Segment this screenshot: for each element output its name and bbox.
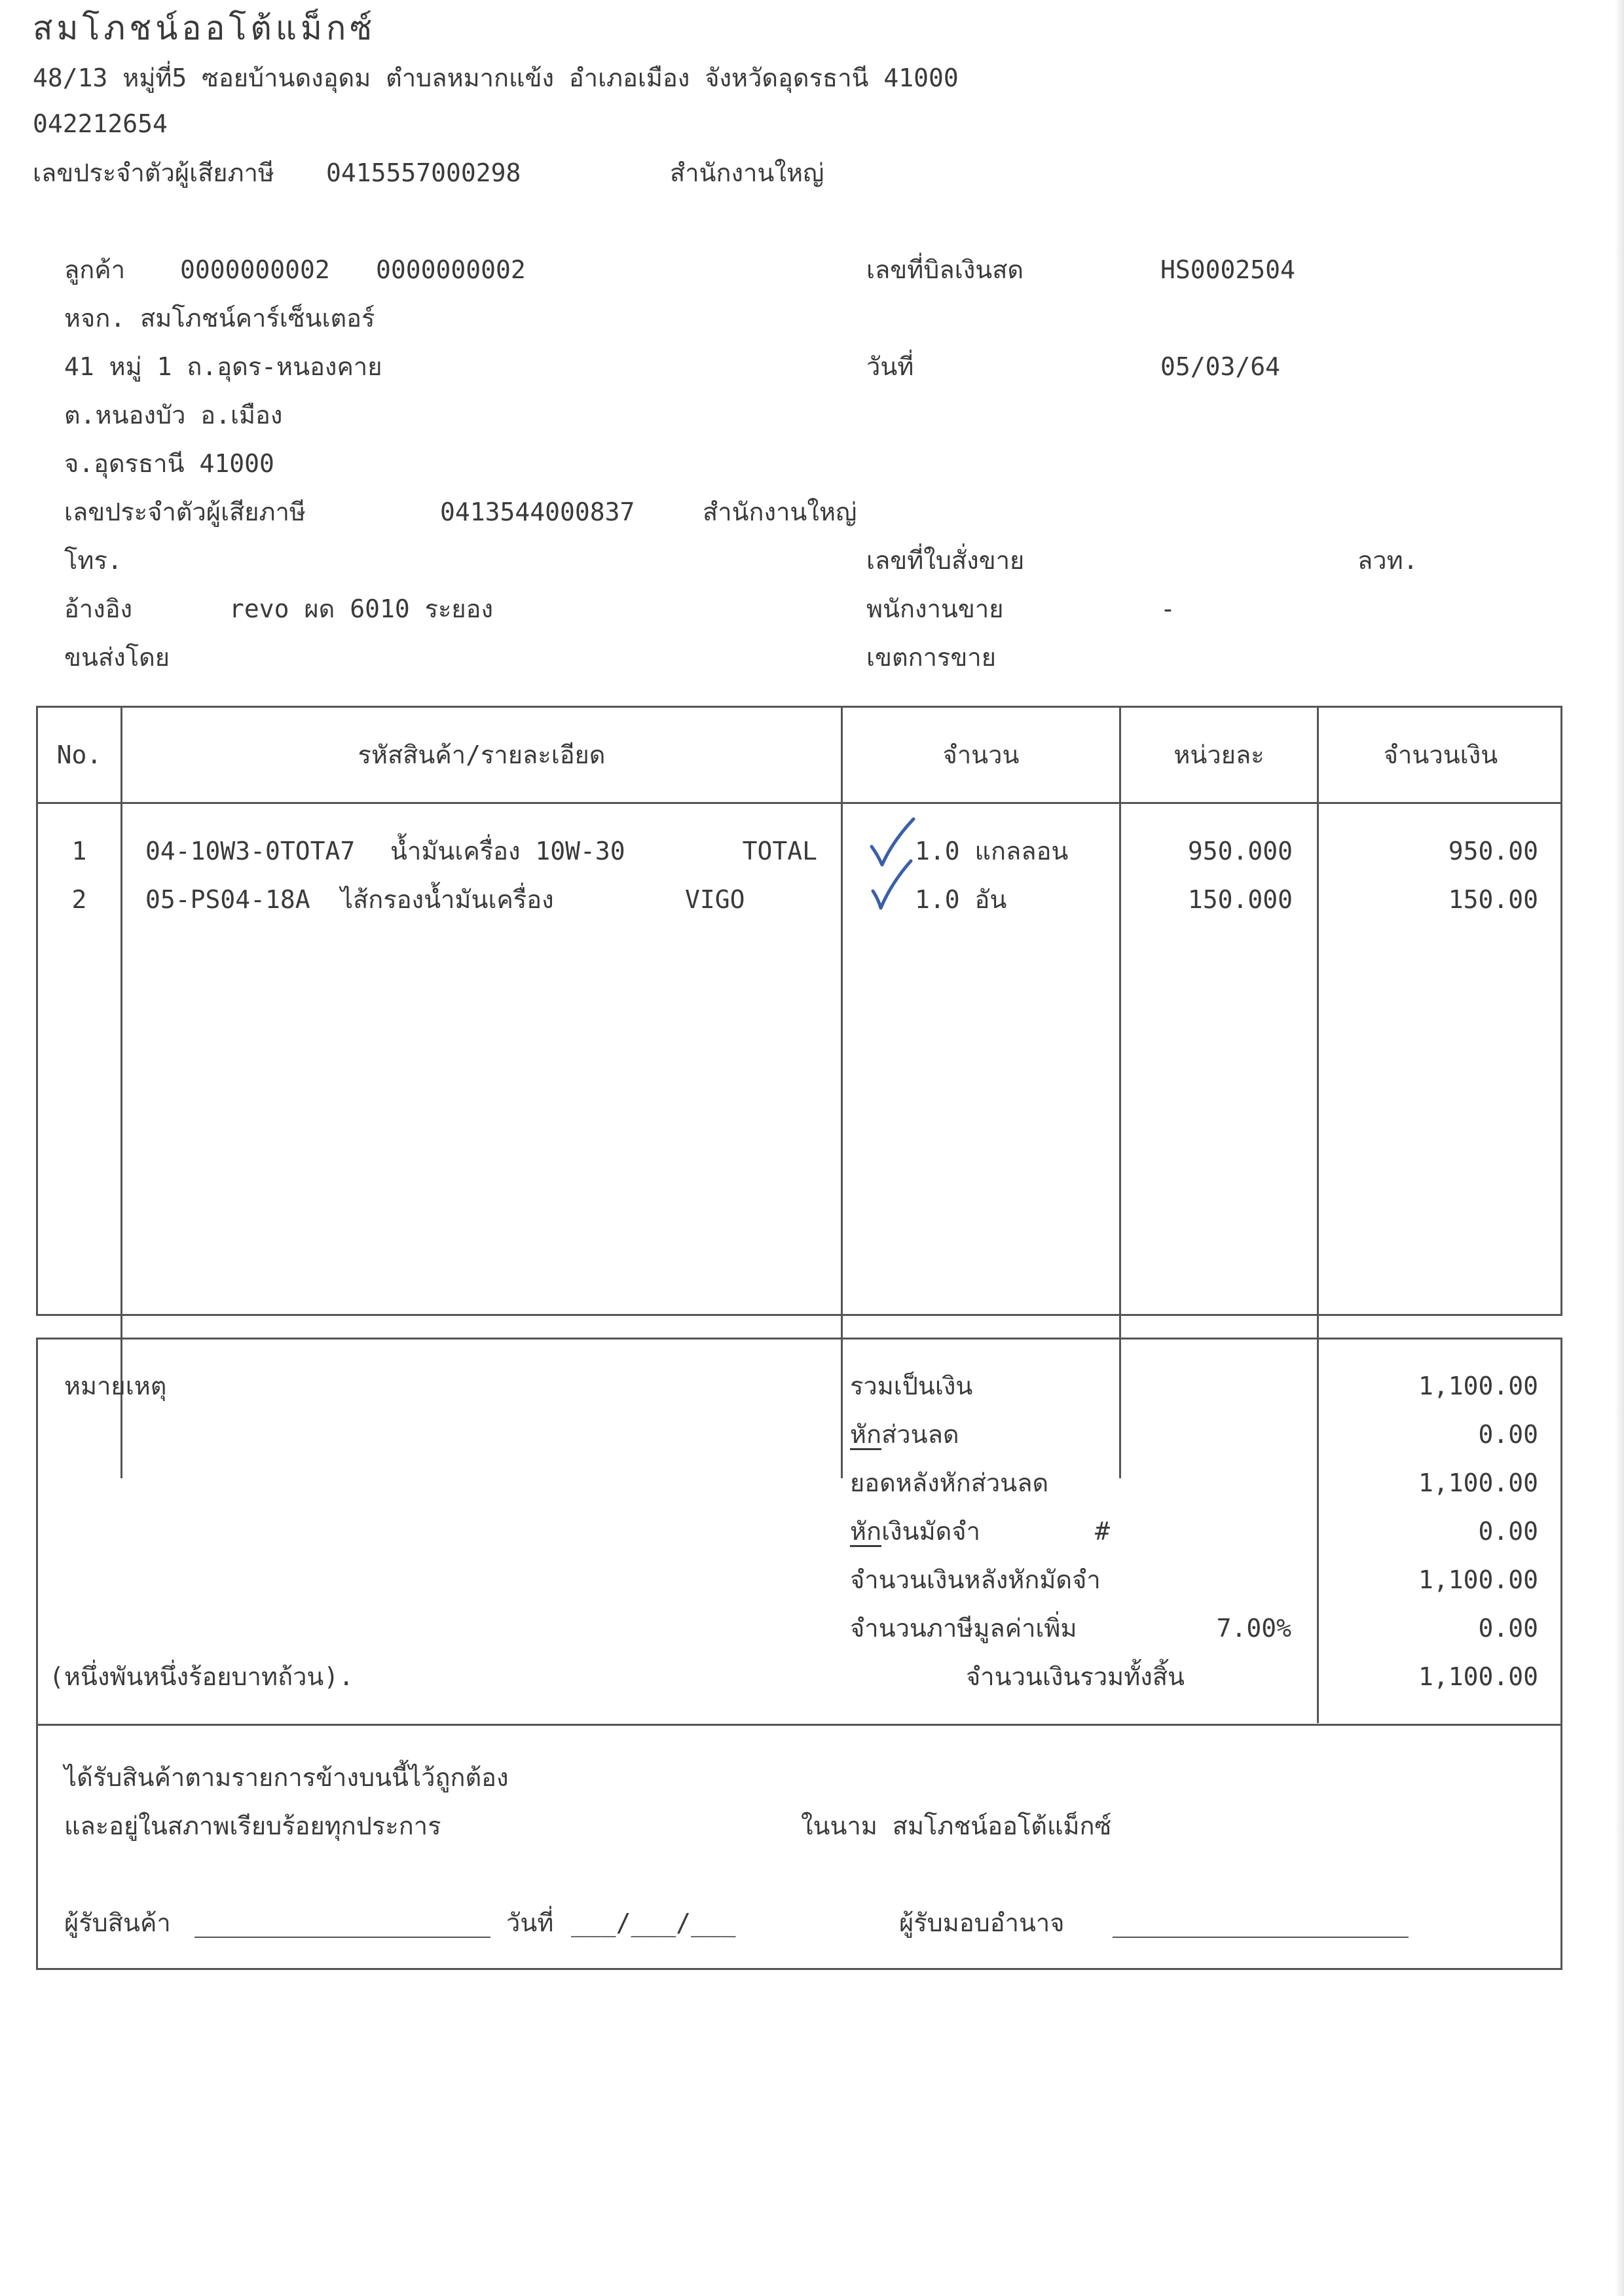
receiver-label: ผู้รับสินค้า <box>64 1908 171 1937</box>
customer-branch: สำนักงานใหญ่ <box>703 498 857 526</box>
after-discount-value: 1,100.00 <box>1418 1468 1538 1497</box>
after-deposit-value: 1,100.00 <box>1418 1565 1538 1594</box>
discount-label <box>850 1422 959 1447</box>
row-quantity: 1.0 แกลลอน <box>915 837 1069 866</box>
bill-date: 05/03/64 <box>1160 352 1281 381</box>
row-brand: TOTAL <box>742 837 817 866</box>
vat-rate: 7.00% <box>1216 1614 1291 1643</box>
sales-order-label: เลขที่ใบสั่งขาย <box>866 546 1025 575</box>
after-deposit-label: จำนวนเงินหลังหักมัดจำ <box>850 1565 1101 1594</box>
company-phone: 042212654 <box>33 109 168 138</box>
customer-address-3: จ.อุดรธานี 41000 <box>64 449 274 478</box>
row-unit-price: 150.000 <box>1187 885 1293 914</box>
row-no: 2 <box>71 885 87 914</box>
summary-top-divider <box>36 1338 1562 1339</box>
customer-phone-label: โทร. <box>64 546 122 575</box>
remarks-label: หมายเหตุ <box>64 1372 167 1400</box>
company-name: สมโภชน์ออโต้แม็กซ์ <box>33 9 377 47</box>
after-discount-label: ยอดหลังหักส่วนลด <box>850 1468 1049 1497</box>
salesperson-label: พนักงานขาย <box>866 594 1004 623</box>
customer-tax-id: 0413544000837 <box>440 498 635 526</box>
sales-region-label: เขตการขาย <box>866 643 996 672</box>
company-address: 48/13 หมู่ที่5 ซอยบ้านดงอุดม ตำบลหมากแข้ง อำเภอเมือง จังหวัดอุดรธานี 41000 <box>33 64 959 92</box>
check-mark-icon <box>868 854 920 913</box>
deposit-value: 0.00 <box>1478 1517 1538 1546</box>
signature-section <box>36 1724 1562 1970</box>
row-unit-price: 950.000 <box>1187 837 1293 866</box>
grand-total-value: 1,100.00 <box>1418 1662 1538 1691</box>
shipping-label: ขนส่งโดย <box>64 643 170 672</box>
vat-label: จำนวนภาษีมูลค่าเพิ่ม <box>850 1614 1077 1643</box>
row-code: 04-10W3-0TOTA7 <box>145 837 356 866</box>
discount-value: 0.00 <box>1478 1420 1538 1449</box>
bill-number: HS0002504 <box>1160 255 1295 284</box>
deposit-label <box>850 1519 980 1544</box>
row-description: น้ำมันเครื่อง 10W-30 <box>390 837 625 866</box>
salesperson-value: - <box>1160 594 1175 623</box>
sales-order-extra: ลวท. <box>1357 546 1418 575</box>
items-table <box>36 706 1562 1316</box>
header-description: รหัสสินค้า/รายละเอียด <box>358 740 606 769</box>
deposit-prefix: หัก <box>850 1517 882 1546</box>
received-line-2: และอยู่ในสภาพเรียบร้อยทุกประการ <box>64 1812 441 1840</box>
row-no: 1 <box>71 837 87 866</box>
company-branch: สำนักงานใหญ่ <box>670 158 824 187</box>
row-brand: VIGO <box>685 885 745 914</box>
row-description: ไส้กรองน้ำมันเครื่อง <box>341 885 554 914</box>
customer-label: ลูกค้า <box>64 255 126 284</box>
bill-number-label: เลขที่บิลเงินสด <box>866 255 1024 284</box>
row-amount: 150.00 <box>1448 885 1538 914</box>
grand-total-label: จำนวนเงินรวมทั้งสิ้น <box>966 1662 1185 1691</box>
header-no: No. <box>56 740 102 769</box>
scan-edge <box>1615 0 1624 2296</box>
company-tax-id: 0415557000298 <box>326 158 521 187</box>
discount-label-text: ส่วนลด <box>881 1420 959 1449</box>
table-header-divider <box>36 802 1562 804</box>
on-behalf-label: ในนาม สมโภชน์ออโต้แม็กซ์ <box>801 1812 1112 1840</box>
header-unit-price: หน่วยละ <box>1173 740 1264 769</box>
received-line-1: ได้รับสินค้าตามรายการข้างบนนี้ไว้ถูกต้อง <box>64 1763 509 1792</box>
row-quantity: 1.0 อัน <box>915 885 1007 914</box>
reference-label: อ้างอิง <box>64 594 133 623</box>
company-tax-id-label: เลขประจำตัวผู้เสียภาษี <box>33 158 274 187</box>
receive-date-blank: ___/___/___ <box>571 1908 736 1937</box>
reference-value: revo ผด 6010 ระยอง <box>229 594 494 623</box>
vat-value: 0.00 <box>1478 1614 1538 1643</box>
receiver-signature-line <box>194 1937 490 1938</box>
subtotal-value: 1,100.00 <box>1418 1372 1538 1400</box>
header-quantity: จำนวน <box>942 740 1020 769</box>
row-amount: 950.00 <box>1448 837 1538 866</box>
header-amount: จำนวนเงิน <box>1383 740 1498 769</box>
customer-address-2: ต.หนองบัว อ.เมือง <box>64 401 283 429</box>
customer-code-2: 0000000002 <box>376 255 526 284</box>
amount-in-words: (หนึ่งพันหนึ่งร้อยบาทถ้วน). <box>49 1662 354 1691</box>
subtotal-label: รวมเป็นเงิน <box>850 1372 973 1400</box>
customer-name: หจก. สมโภชน์คาร์เซ็นเตอร์ <box>64 304 375 333</box>
discount-prefix: หัก <box>850 1420 882 1449</box>
authorized-label: ผู้รับมอบอำนาจ <box>899 1908 1065 1937</box>
bill-date-label: วันที่ <box>866 352 914 381</box>
customer-code-1: 0000000002 <box>180 255 330 284</box>
customer-tax-id-label: เลขประจำตัวผู้เสียภาษี <box>64 498 306 526</box>
deposit-hash: # <box>1095 1517 1110 1546</box>
authorized-signature-line <box>1113 1937 1409 1938</box>
customer-address-1: 41 หมู่ 1 ถ.อุดร-หนองคาย <box>64 352 382 381</box>
row-code: 05-PS04-18A <box>145 885 310 914</box>
receive-date-label: วันที่ <box>506 1908 554 1937</box>
deposit-label-text: เงินมัดจำ <box>881 1517 980 1546</box>
